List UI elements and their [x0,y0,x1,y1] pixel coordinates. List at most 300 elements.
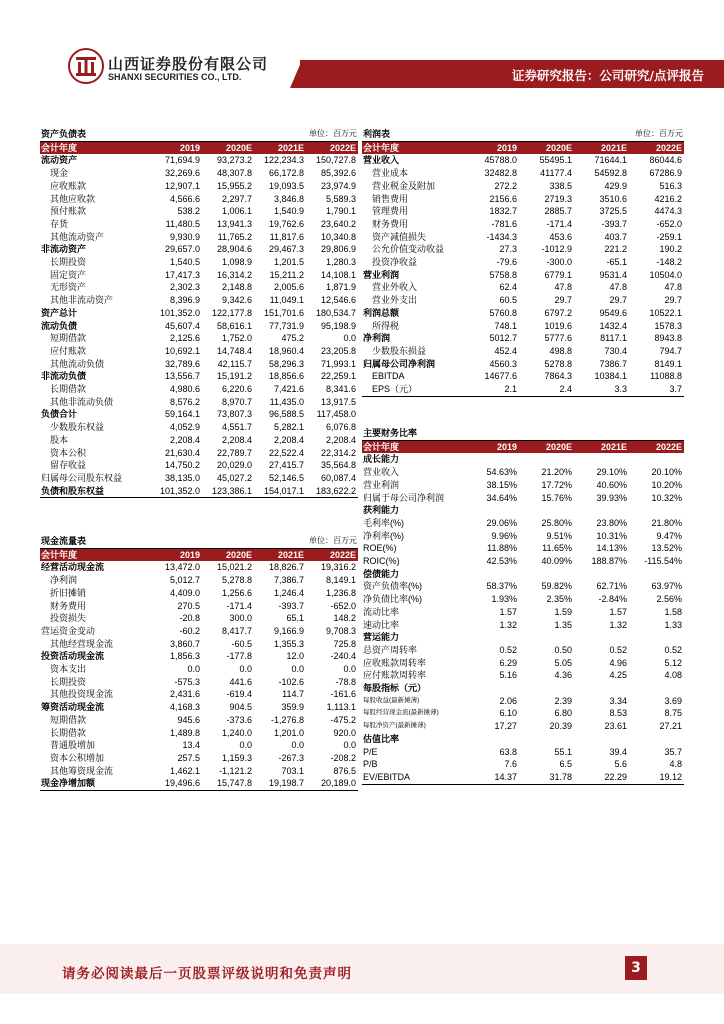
table-row [362,517,684,530]
row-value: -115.54% [644,556,682,567]
row-value: 0.0 [343,740,356,751]
table-row [362,269,684,282]
balance-sheet-table [40,128,358,498]
row-label: 营运资金变动 [41,625,96,636]
row-value: 5,012.7 [169,575,200,586]
row-value: 270.5 [177,600,200,611]
row-label: 每股经营现金流(最新摊薄) [363,709,439,717]
row-value: 29,467.3 [268,244,304,255]
row-value: 9,166.9 [273,625,304,636]
table-row [362,555,684,568]
row-value: 9549.6 [599,307,627,318]
row-value: -240.4 [330,651,356,662]
row-label: 应收账款周转率 [363,657,427,668]
row-label: 应收账款 [50,180,87,191]
row-value: 39.93% [596,492,627,503]
company-name-en: SHANXI SECURITIES CO., LTD. [108,72,242,82]
row-value: 4.36 [554,670,572,681]
row-label: 偿债能力 [363,568,400,579]
row-value: -652.0 [656,218,682,229]
row-value: 13,917.5 [320,396,356,407]
page-header [0,0,724,98]
row-value: 8,149.1 [325,575,356,586]
table-row [362,231,684,244]
income-statement-table [362,128,684,397]
row-value: 188.87% [591,556,627,567]
table-row [40,370,358,383]
row-value: 20.39 [549,721,572,732]
table-row [40,167,358,180]
row-label: 其他非流动负债 [50,396,114,407]
row-label: 负债合计 [41,409,78,420]
row-value: 0.0 [187,664,200,675]
row-value: 29.06% [486,517,517,528]
row-value: 1,355.3 [273,638,304,649]
row-value [629,682,684,695]
row-label: 营业收入 [363,155,400,166]
row-value: 5,282.1 [273,422,304,433]
row-value: -393.7 [278,600,304,611]
row-value: 0.0 [239,740,252,751]
row-label: 投资损失 [50,613,87,624]
table-title: 利润表 [362,128,464,141]
row-value: 29.7 [664,295,682,306]
row-value: 55495.1 [539,155,572,166]
table-header-row [40,141,358,154]
row-value: 34.64% [486,492,517,503]
row-value: 5,589.3 [325,193,356,204]
row-value: 21.20% [541,467,572,478]
table-row [362,167,684,180]
row-label: 经营活动现金流 [41,562,105,573]
row-label: 成长能力 [363,454,400,465]
row-value [464,733,519,746]
row-label: 资产总计 [41,307,78,318]
row-value: -171.4 [226,600,252,611]
row-label: 其他投资现金流 [50,689,114,700]
row-value: 1,236.8 [325,587,356,598]
row-label: 净利率(%) [363,530,404,541]
row-label: 短期借款 [50,333,87,344]
row-value: 12,546.6 [320,295,356,306]
table-row [362,771,684,784]
row-label: 非流动资产 [41,244,87,255]
row-value: 62.4 [499,282,517,293]
row-value: 3510.6 [599,193,627,204]
row-value: 794.7 [659,345,682,356]
row-label: 应付账款周转率 [363,670,427,681]
table-row [362,294,684,307]
row-value: 35,564.8 [320,460,356,471]
row-label: 其他非流动资产 [50,295,114,306]
row-value: 18,856.6 [268,371,304,382]
row-value: 14677.6 [484,371,517,382]
row-value: 28,904.6 [216,244,252,255]
row-value: -373.6 [226,714,252,725]
table-title: 现金流量表 [40,535,150,548]
row-label: 流动负债 [41,320,78,331]
row-label: 其他经营现金流 [50,638,114,649]
row-label: ROIC(%) [363,556,400,567]
table-row [40,663,358,676]
row-value: 122,234.3 [263,155,304,166]
row-label: 销售费用 [372,193,409,204]
row-label: P/E [363,746,378,757]
row-value: 1578.3 [654,320,682,331]
row-value: 0.52 [664,644,682,655]
row-value [519,682,574,695]
row-value: 3725.5 [599,206,627,217]
row-value [629,453,684,466]
row-value: 2,005.6 [273,282,304,293]
row-value: 1,113.1 [326,702,356,713]
table-row [40,485,358,498]
header-year: 2021E [574,141,629,154]
row-value: 9.47% [656,530,682,541]
row-value: 17.27 [494,721,517,732]
row-value: 3.3 [574,383,629,396]
table-section-row [362,453,684,466]
row-value: -148.2 [656,257,682,268]
row-value: 190.2 [659,244,682,255]
row-value: 8149.1 [654,358,682,369]
row-value: 2.39 [554,695,572,706]
row-label: 长期投资 [50,257,87,268]
table-row [362,154,684,167]
row-label: 流动比率 [363,606,400,617]
row-value: 60,087.4 [320,472,356,483]
row-value: 40.60% [596,479,627,490]
header-year: 2019 [464,440,519,453]
row-label: P/B [363,759,378,770]
row-value: -267.3 [278,752,304,763]
row-value: 1.32 [609,619,627,630]
header-label: 会计年度 [40,141,150,154]
row-value: 22,789.7 [216,447,252,458]
row-value [629,568,684,581]
row-label: 现金净增加额 [40,777,150,790]
row-value: 1.35 [554,619,572,630]
row-value: 5,278.8 [221,575,252,586]
row-value: 96,588.5 [268,409,304,420]
header-year: 2020E [519,141,574,154]
row-value: 2,431.6 [169,689,200,700]
row-value: 1.58 [664,606,682,617]
table-row [40,205,358,218]
row-value: 25.80% [541,517,572,528]
table-row [40,396,358,409]
header-year: 2021E [254,141,306,154]
row-label: 速动比率 [363,619,400,630]
row-value: 19,198.7 [254,777,306,790]
row-value: 40.09% [541,556,572,567]
row-value: 5758.8 [489,269,517,280]
row-value: 2.35% [546,594,572,605]
row-value: 8,341.6 [325,384,356,395]
header-year: 2020E [202,548,254,561]
row-label: 存货 [50,218,69,229]
table-row [40,434,358,447]
table-title: 主要财务比率 [362,427,464,440]
row-value [574,453,629,466]
row-value: 6779.1 [544,269,572,280]
row-value: 35.7 [664,746,682,757]
row-value: 441.6 [229,676,252,687]
row-value: 10,692.1 [164,345,200,356]
row-value: 538.2 [177,206,200,217]
row-value: 29,657.0 [164,244,200,255]
row-value: 54.63% [486,467,517,478]
row-value: 21.80% [651,517,682,528]
row-value: 9,930.9 [169,231,200,242]
company-logo-icon [68,48,104,84]
table-row [40,281,358,294]
row-value: 9531.4 [599,269,627,280]
row-label: 资产负债率(%) [363,581,422,592]
row-value: 2719.3 [544,193,572,204]
table-row [40,612,358,625]
row-value: 22,522.4 [268,447,304,458]
table-row [40,765,358,778]
row-label: 非流动负债 [41,371,87,382]
table-row [362,580,684,593]
row-value: 14,108.1 [320,269,356,280]
row-label: 其他筹资现金流 [50,765,114,776]
row-value: 11,435.0 [269,396,304,407]
row-value: 10.20% [651,479,682,490]
row-value: 8117.1 [600,333,627,344]
row-value: 58.37% [486,581,517,592]
row-value: 19,762.6 [268,218,304,229]
cash-flow-table [40,535,358,791]
row-value: 3.69 [664,695,682,706]
row-value: 41177.4 [540,168,572,179]
table-row [40,459,358,472]
row-value: 32482.8 [484,168,517,179]
table-row [362,657,684,670]
row-value: 71,993.1 [320,358,356,369]
row-value: 2,208.4 [169,434,200,445]
row-label: 流动资产 [41,155,78,166]
table-row [362,180,684,193]
row-value: 65.1 [286,613,304,624]
row-value: 1,489.8 [169,727,200,738]
row-value: 22,314.2 [320,447,356,458]
row-value: 39.4 [609,746,627,757]
row-value: -259.1 [656,231,682,242]
row-value: 272.2 [494,180,517,191]
row-value: 7864.3 [544,371,572,382]
row-value: 5.16 [499,670,517,681]
page-number: 3 [625,956,647,980]
row-value: 32,789.6 [164,358,200,369]
table-header-row [362,141,684,154]
row-value: 6.80 [554,708,572,719]
row-value: 10384.1 [594,371,627,382]
row-value: 14,750.2 [164,460,200,471]
row-value: 55.1 [554,746,572,757]
row-value: -475.2 [330,714,356,725]
row-value [464,631,519,644]
row-value: 8,970.7 [221,396,252,407]
row-value: 14.37 [464,771,519,784]
row-value: 5278.8 [544,358,572,369]
row-label: 归属于母公司净利润 [363,492,445,503]
table-row [40,154,358,167]
row-value: 5.05 [554,657,572,668]
row-label: 每股指标（元） [363,683,427,694]
row-value: -2.84% [598,594,627,605]
row-value: -177.8 [226,651,252,662]
header-label: 会计年度 [362,141,464,154]
row-value: 154,017.1 [254,485,306,498]
row-value: 18,960.4 [268,345,304,356]
table-title-row [40,535,358,548]
table-row [40,320,358,333]
row-value: 300.0 [229,613,252,624]
row-value: 23,974.9 [320,180,356,191]
row-value: 7,421.6 [273,384,304,395]
table-row [362,593,684,606]
table-row [362,243,684,256]
row-label: 预付账款 [50,206,87,217]
row-label: 营业利润 [363,479,400,490]
row-label: 净利润 [363,333,391,344]
row-value: -575.3 [174,676,200,687]
header-label: 会计年度 [362,440,464,453]
row-value: 4560.3 [489,358,517,369]
table-header-row [362,440,684,453]
row-value [519,568,574,581]
row-label: 营业利润 [363,269,400,280]
table-section-row [362,682,684,695]
row-value: 221.2 [604,244,627,255]
row-value: 180,534.7 [315,307,356,318]
row-value: 748.1 [494,320,517,331]
row-value: 13.4 [182,740,200,751]
row-value: 148.2 [333,613,356,624]
row-value: 452.4 [494,345,517,356]
table-row [40,307,358,320]
row-value: 725.8 [333,638,356,649]
row-label: EV/EBITDA [362,771,464,784]
row-value: 1,201.5 [273,257,304,268]
table-row [362,644,684,657]
row-value: 9,708.3 [325,625,356,636]
row-value: 73,807.3 [216,409,252,420]
row-value: 3,860.7 [169,638,200,649]
row-value: 150,727.8 [315,155,356,166]
row-value: 0.0 [343,333,356,344]
row-label: 估值比率 [363,733,400,744]
row-value: 6797.2 [544,307,572,318]
row-value: 13,556.7 [164,371,200,382]
row-value: 19,093.5 [268,180,304,191]
table-row [362,358,684,371]
row-value: 4.08 [664,670,682,681]
row-value: 1832.7 [489,206,517,217]
row-label: 固定资产 [50,269,87,280]
row-value: 0.0 [291,664,304,675]
row-value: 13,941.3 [216,218,252,229]
row-value: 1,871.9 [325,282,356,293]
row-value: 1.93% [491,594,517,605]
table-row [362,707,684,720]
row-value: 15,191.2 [216,371,252,382]
table-title: 资产负债表 [40,128,150,141]
table-row [362,492,684,505]
row-value [574,631,629,644]
table-row [362,542,684,555]
table-row [40,180,358,193]
row-value: 2,148.8 [221,282,252,293]
row-value: 21,630.4 [164,447,200,458]
table-row [362,746,684,759]
row-value: 9.51% [546,530,572,541]
row-value: 2.1 [464,383,519,396]
row-value [519,453,574,466]
header-year: 2022E [629,440,684,453]
row-value [519,733,574,746]
row-label: 营业外收入 [372,282,418,293]
row-value: 29.10% [596,467,627,478]
row-value: 2,302.3 [169,282,200,293]
row-value: 42.53% [486,556,517,567]
row-label: 归属母公司净利润 [363,358,436,369]
header-year: 2020E [519,440,574,453]
row-value: 5012.7 [489,333,517,344]
row-label: 资产减值损失 [372,231,427,242]
row-value: 38.15% [486,479,517,490]
row-label: 营运能力 [363,632,400,643]
row-value: 59,164.1 [164,409,200,420]
row-value: 11,480.5 [165,218,200,229]
row-value: 47.8 [664,282,682,293]
row-value: 3.7 [629,383,684,396]
row-label: 每股净资产(最新摊薄) [363,722,426,730]
report-type-label: 证券研究报告：公司研究/点评报告 [511,68,704,83]
table-row [362,218,684,231]
row-value: 2156.6 [489,193,517,204]
row-label: 获利能力 [363,505,400,516]
row-value: 2,297.7 [221,193,252,204]
row-value: 4.96 [609,657,627,668]
row-value: 18,826.7 [268,562,304,573]
row-value: 14.13% [596,543,627,554]
row-value: 19,316.2 [320,562,356,573]
row-value: 1,752.0 [221,333,252,344]
row-value: 1019.6 [544,320,572,331]
row-value: 1.33 [664,619,682,630]
row-value: 38,135.0 [164,472,200,483]
row-value: 15,747.8 [202,777,254,790]
row-value: 703.1 [281,765,304,776]
row-label: 应付账款 [50,345,87,356]
row-value: 19.12 [629,771,684,784]
table-row [362,193,684,206]
row-value: 71644.1 [594,155,627,166]
row-value: 9,342.6 [221,295,252,306]
row-value [464,453,519,466]
row-value: 15,211.2 [269,269,304,280]
row-value: 1.59 [554,606,572,617]
row-label: 利润总额 [363,307,400,318]
row-value: 17.72% [541,479,572,490]
row-value: 6.5 [559,759,572,770]
row-value: 6.10 [499,708,517,719]
table-unit [464,427,684,440]
row-value: 86044.6 [649,155,682,166]
